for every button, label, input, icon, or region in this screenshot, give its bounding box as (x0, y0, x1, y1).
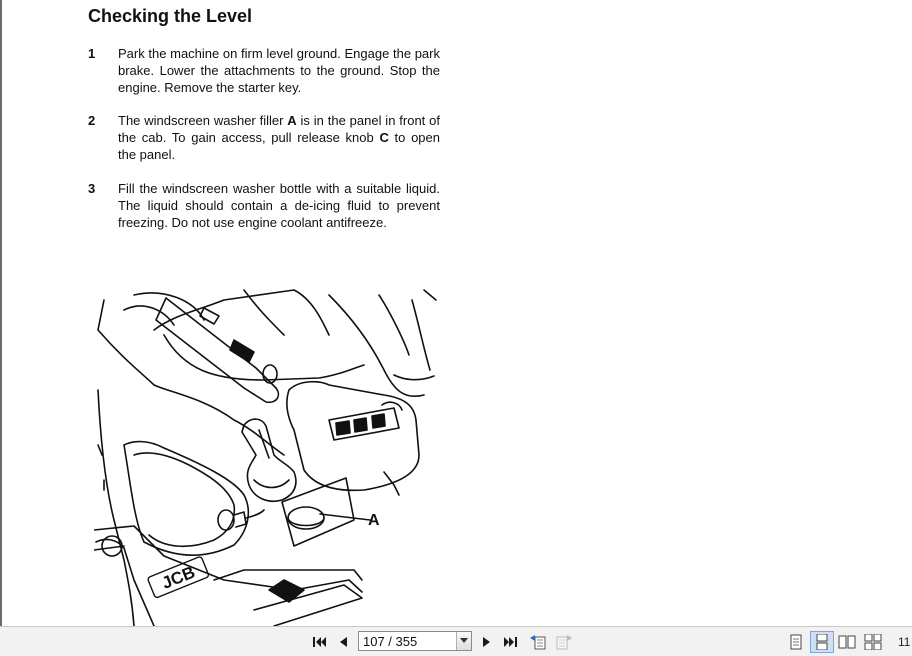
continuous-facing-view-button[interactable] (862, 632, 884, 652)
last-page-icon (502, 635, 518, 649)
viewer-left-border (0, 0, 2, 626)
jcb-logo-text: JCB (159, 562, 198, 593)
page-number-combobox[interactable] (358, 631, 472, 651)
page-dropdown-button[interactable] (456, 632, 471, 650)
step-text (118, 112, 440, 163)
step-text: Fill the windscreen washer bottle with a suitable liquid. The liquid should contain a de-icing fluid to prevent freezing. Do not use engine coolant antifreeze. (118, 181, 440, 230)
next-view-button[interactable] (554, 632, 574, 652)
step-number: 2 (88, 113, 96, 128)
first-page-icon (312, 635, 328, 649)
facing-pages-view-button[interactable] (836, 632, 858, 652)
step-text-part: to open the panel. (118, 130, 440, 162)
step-item-2 (88, 112, 440, 163)
last-page-button[interactable] (500, 632, 520, 652)
single-page-view-icon (789, 634, 803, 650)
first-page-button[interactable] (310, 632, 330, 652)
chevron-down-icon (460, 638, 468, 644)
step-text: Park the machine on firm level ground. Engage the park brake. Lower the attachments to the ground. Stop the engine. Remove the starter key. (118, 46, 440, 95)
callout-label-a: A (368, 512, 380, 529)
continuous-view-button[interactable] (810, 631, 834, 653)
previous-view-button[interactable] (528, 632, 548, 652)
page-number-input[interactable] (359, 632, 463, 650)
zoom-level-text[interactable]: 11 (898, 635, 911, 649)
step-number: 3 (88, 181, 96, 196)
continuous-view-icon (815, 634, 829, 650)
label-a-reference: A (287, 113, 297, 128)
step-text-part: The windscreen washer filler (118, 113, 288, 128)
previous-page-button[interactable] (334, 632, 352, 652)
next-page-icon (481, 635, 493, 649)
single-page-view-button[interactable] (786, 632, 806, 652)
step-number: 1 (88, 46, 96, 61)
step-text-part: is in the panel in front of the cab. To gain access, pull release knob (118, 113, 440, 145)
cab-washer-illustration (94, 280, 444, 626)
facing-pages-view-icon (838, 634, 856, 650)
next-view-icon (555, 634, 573, 650)
next-page-button[interactable] (478, 632, 496, 652)
label-c-reference: C (379, 130, 389, 145)
step-item-1 (88, 45, 440, 96)
continuous-facing-view-icon (864, 634, 882, 650)
previous-page-icon (337, 635, 349, 649)
page-title: Checking the Level (88, 6, 253, 26)
step-item-3 (88, 180, 440, 231)
previous-view-icon (529, 634, 547, 650)
pdf-viewer-toolbar (0, 626, 912, 656)
